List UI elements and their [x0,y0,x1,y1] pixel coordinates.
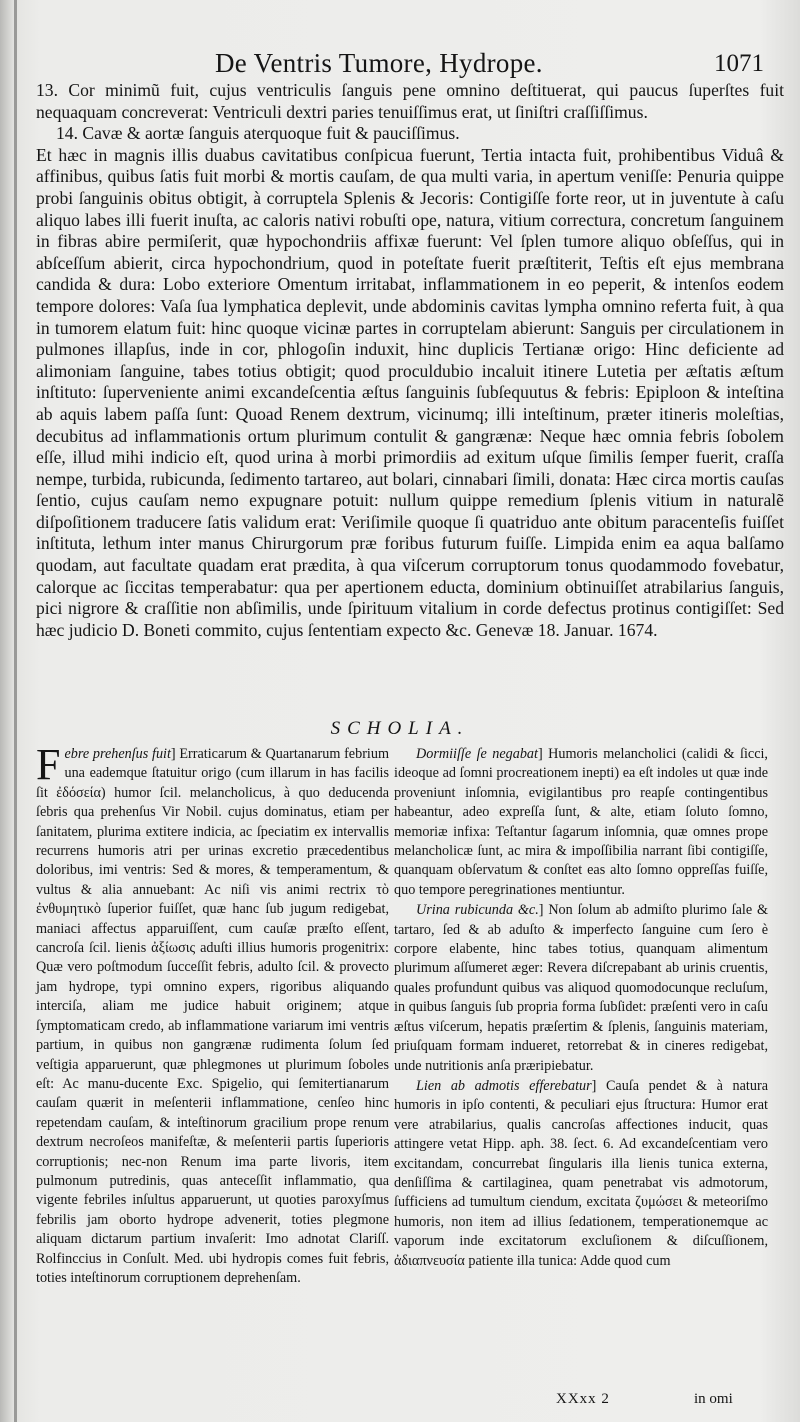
commentary-text: ] Humoris melancholici (calidi & ſicci, ideoque ad ſomni procreationem inepti) ea eſt indoles ut quæ inde proveniunt inſomnia, evigilantibus pro reapſe contingentibus habeantur, adeo expreſſa ſunt, & alte, etiam ſoluto ſomno, memoriæ infixa: Teſtantur ſagarum inſomnia, quæ omnes prope melancholicæ ſunt, ac mira & impoſſibilia narrant ſibi contigiſſe, quanquam obſervatum & conſtet eas alto ſomno oppreſſas fuiſſe, quo tempore peregrinationes mentiuntur. [394,746,768,898]
running-header [40,48,778,84]
drop-cap: F [36,740,61,789]
paragraph-13: 13. Cor minimũ fuit, cujus ventriculis ſanguis pene omnino deſtituerat, qui paucus ſuperſtes fuit nequaquam concreverat: Ventriculi dextri paries tenuiſſimus erat, ut ſiniſtri craſſiſſimus. [36,80,784,122]
page-number: 1071 [714,50,764,77]
signature-mark: XXxx 2 [556,1391,610,1407]
commentary-text: ] Non ſolum ab admiſto plurimo ſale & tartaro, ſed & ab aduſto & imperfecto ſanguine cum ſero è corpore elabente, hinc tabes totius, quanquam alimentum plurimum aſſumeret æger: Revera diſcrepabant ab urinis cruentis, quales profundunt quibus vas aliquod quomodocunque recluſum, in quibus ſanguis ſub propria forma ſubſidet: præſenti vero in caſu æſtus viſcerum, hepatis præſertim & ſplenis, ſanguinis materiam, priuſquam formam indueret, retorrebat & in cineres redigebat, unde nutritionis anſa præripiebatur. [394,902,768,1074]
right-column [394,745,768,1272]
binding-gutter [14,0,17,1422]
lemma: ebre prehenſus fuit [64,746,171,762]
left-column [36,740,389,1289]
commentary-text: ] Cauſa pendet & à natura humoris in ipſo contenti, & peculiari ejus ſtructura: Humor erat vere atrabilarius, qualis cancroſas affectiones inducit, quas attingere vetat Hipp. aph. 38. ſect. 6. Ad excandeſcentiam vero excitandam, concurrebat ſingularis illa lienis tunica externa, denſiſſima & cartilaginea, quam penetrabat vis admotorum, ſufficiens ad tumultum ciendum, excitata ζυμώσει & meteoriſmo humoris, non item ad illius ſedationem, temperationemque ac vaporum inde excitatorum excluſionem & diſcuſſionem, ἀδιαπνευσία patiente illa tunica: Adde quod cum [394,1077,768,1269]
lemma: Urina rubicunda &c. [416,902,539,919]
lemma: Lien ab admotis efferebatur [416,1077,592,1094]
main-body-paragraph: Et hæc in magnis illis duabus cavitatibus conſpicua fuerunt, Tertia intacta fuit, prohibentibus Viduâ & affinibus, quibus ſatis fuit morbi & mortis cauſam, de qua multi varia, in apertum veniſſe: Penuria quippe probi ſanguinis obitus obtigit, à corruptela Splenis & Jecoris: Contigiſſe forte reor, ut in juventute à caſu aliquo labes illi fuerit inuſta, ac caloris nativi robuſti ope, natura, vitium correctura, concretum ſanguinem in fibras abire permiſerit, quæ hypochondriis affixæ fuerunt: Vel ſplen tumore aliquo obſeſſus, qui in abſceſſum abierit, circa hypochondrium, quod in poteſtate fuerit præſtiterit, Teſtis eſt ejus membrana candida & dura: Lobo exteriore Omentum irritabat, inflammationem in eo peperit, & intenſos eodem tempore dolores: Vaſa ſua lymphatica deplevit, unde abdominis cavitas lympha omnino referta fuit, à qua in tumorem elatum fuit: hinc quoque vicinæ partes in corruptelam abierunt: Sanguis per circulationem in pulmones illapſus, inde in cor, phlogoſin induxit, hinc duplicis Tertianæ origo: Hinc deficiente ad alimoniam ſanguine, tabes totius obtigit; quod proculdubio incaluit itinere Lutetia per æſtatis æſtum inſtituto: ſuperveniente animi excandeſcentia æſtus ſanguinis ſubſequutus & febris: Epiploon & inteſtina ab aquis labem paſſa ſunt: Quoad Renem dextrum, vicinumq; illi inteſtinum, præter itineris moleſtias, decubitus ad inflammationis ortum plurimum contulit & gangrænæ: Neque hæc omnia febris ſobolem eſſe, illud mihi indicio eſt, quod urina à morbi primordiis ad exitum uſque ſimilis ſemper fuerit, craſſa nempe, turbida, rubicunda, ſedimento tartareo, aut bolari, cinnabari ſimili, donata: Hæc circa mortis cauſas ſentio, cujus cauſam nemo expugnare potuit: nullum quippe remedium ſplenis vitium in naturalẽ diſpoſitionem traducere ſatis validum erat: Veriſimile quoque ſi quatriduo ante obitum paracenteſis fuiſſet inſtituta, lethum inter manus Chirurgorum præ foribus futurum fuiſſe. Limpida enim ea aqua balſamo quodam, aut facultate quadam erat prædita, à qua viſcerum corruptorum tonus quodammodo fovebatur, calorque ac ſiccitas temperabatur: qua per apertionem educta, dominium obtinuiſſet atrabilarius ſanguis, pici nigrore & craſſitie non abſimilis, unde ſpirituum vitalium in corde defectus protinus contigiſſet: Sed hæc judicio D. Boneti commito, cujus ſententiam expecto &c. Genevæ 18. Januar. 1674. [36,144,784,640]
catchword: in omi [694,1391,733,1407]
right-paragraph-1 [394,745,768,900]
main-text [36,80,784,641]
running-title: De Ventris Tumore, Hydrope. [215,48,543,78]
lemma: Dormiiſſe ſe negabat [416,746,538,762]
right-paragraph-2 [394,901,768,1076]
left-paragraph-1 [36,740,389,1288]
commentary-text: ] Erraticarum & Quartanarum febrium una eademque ſtatuitur origo (cum illarum in has facilis ſit ἐδόσεία) humor ſcil. melancholicus, à quo deducenda ſebris qua prehenſus Vir Nobil. cujus dominatus, etiam per ſanitatem, plurima extitere indicia, ac ſpeciatim ex intervallis recurrens humoris atri per urinas excretio præcedentibus doloribus, imi ventris: Sed & mores, & temperamentum, & vultus & alia annuebant: Ac niſi vis animi rectrix τὸ ἐνθυμητικὸ ſuperior fuiſſet, quæ hanc ſub jugum redigebat, maniaci affectus apparuiſſent, cum cauſæ præſto eſſent, cancroſa ſcil. lienis ἀξίωσις aduſti illius humoris progenitrix: Quæ vero poſtmodum ſucceſſit febris, adulto ſcil. & provecto jam hydrope, typi omnino expers, rigoribus aliquando interciſa, aliam me judice habuit originem; atque ſymptomaticam credo, ab inflammatione variarum imi ventris partium, in quibus non gangrænæ rudimenta ſolum ſed veſtigia apparuerunt, quæ phlegmones ut plurimum ſoboles eſt: Ac manu-ducente Exc. Spigelio, qui ſemitertianarum cauſam quærit in meſenterii inflammatione, cenſeo hinc repetendam cauſam, & inteſtinorum gracilium prope renum dextrum necroſeos manifeſtæ, & meſenterii partis ſuperioris corruptionis; nec-non Renum ima parte livoris, item pulmonum putredinis, quas anteceſſit inflammatio, qua vigente febriles inſultus apparuerunt, ut quoties paroxyſmus febrilis jam oborto hydrope advenerit, toties plegmone aliquam dictarum partium invaſerit: Imo adnotat Clariſſ. Rolfinccius in Conſult. Med. ubi hydropis comes fuit febris, toties inteſtinorum corruptionem deprehenſam. [36,746,389,1286]
right-paragraph-3 [394,1077,768,1271]
paragraph-14: 14. Cavæ & aortæ ſanguis aterquoque fuit & pauciſſimus. [56,123,460,144]
scholia-heading: SCHOLIA. [330,718,470,739]
